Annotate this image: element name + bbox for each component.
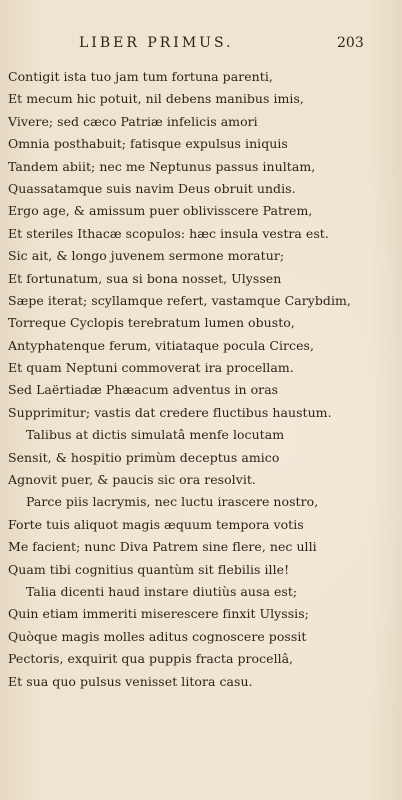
verse-line: Torreque Cyclopis terebratum lumen obusto, <box>8 315 295 331</box>
page-number: 203 <box>337 35 364 51</box>
verse-line: Pectoris, exquirit qua puppis fracta procellâ, <box>8 651 294 667</box>
verse-line: Talia dicenti haud instare diutiùs ausa est; <box>26 583 298 599</box>
verse-line: Sic ait, & longo juvenem sermone moratur; <box>8 248 285 264</box>
verse-line: Supprimitur; vastis dat credere fluctibus haustum. <box>8 404 332 420</box>
verse-line: Contigit ista tuo jam tum fortuna parenti, <box>8 69 273 84</box>
verse-line: Et sua quo pulsus venisset litora casu. <box>8 673 253 689</box>
verse-line: Et mecum hic potuit, nil debens manibus imis, <box>8 91 304 107</box>
verse-line: Et steriles Ithacæ scopulos: hæc insula vestra est. <box>8 225 329 241</box>
verse-line: Sensit, & hospitio primùm deceptus amico <box>8 449 280 465</box>
verse-line: Antyphatenque ferum, vitiataque pocula Circes, <box>8 337 315 353</box>
verse-line: Quòque magis molles aditus cognoscere possit <box>8 628 307 644</box>
verse-line: Omnia posthabuit; fatisque expulsus iniquis <box>8 136 288 152</box>
verse-line: Sed Laërtiadæ Phæacum adventus in oras <box>8 382 279 398</box>
verse-line: Ergo age, & amissum puer oblivisscere Patrem, <box>8 203 313 219</box>
verse-line: Vivere; sed cæco Patriæ infelicis amori <box>8 113 258 129</box>
verse-line: Sæpe iterat; scyllamque refert, vastamque Carybdim, <box>8 292 351 308</box>
verse-line: Et quam Neptuni commoverat ira procellam. <box>8 360 294 376</box>
verse-line: Me facient; nunc Diva Patrem sine flere, nec ulli <box>8 539 317 555</box>
verse-line: Talibus at dictis simulatâ menfe locutam <box>26 427 285 443</box>
running-head <box>0 33 402 53</box>
verse-line: Quin etiam immeriti miserescere finxit Ulyssis; <box>8 606 309 622</box>
verse-line: Agnovit puer, & paucis sic ora resolvit. <box>8 472 256 488</box>
verse-line: Quam tibi cognitius quantùm sit flebilis ille! <box>8 561 290 577</box>
verse-line: Parce piis lacrymis, nec luctu irascere nostro, <box>26 494 319 510</box>
verse-line: Forte tuis aliquot magis æquum tempora votis <box>8 516 304 532</box>
verse-line: Et fortunatum, sua si bona nosset, Ulyssen <box>8 270 282 286</box>
verse-line: Quassatamque suis navim Deus obruit undis. <box>8 180 296 196</box>
verse-text <box>8 66 393 693</box>
running-title: LIBER PRIMUS. <box>79 35 234 51</box>
verse-line: Tandem abiit; nec me Neptunus passus inultam, <box>8 158 316 174</box>
